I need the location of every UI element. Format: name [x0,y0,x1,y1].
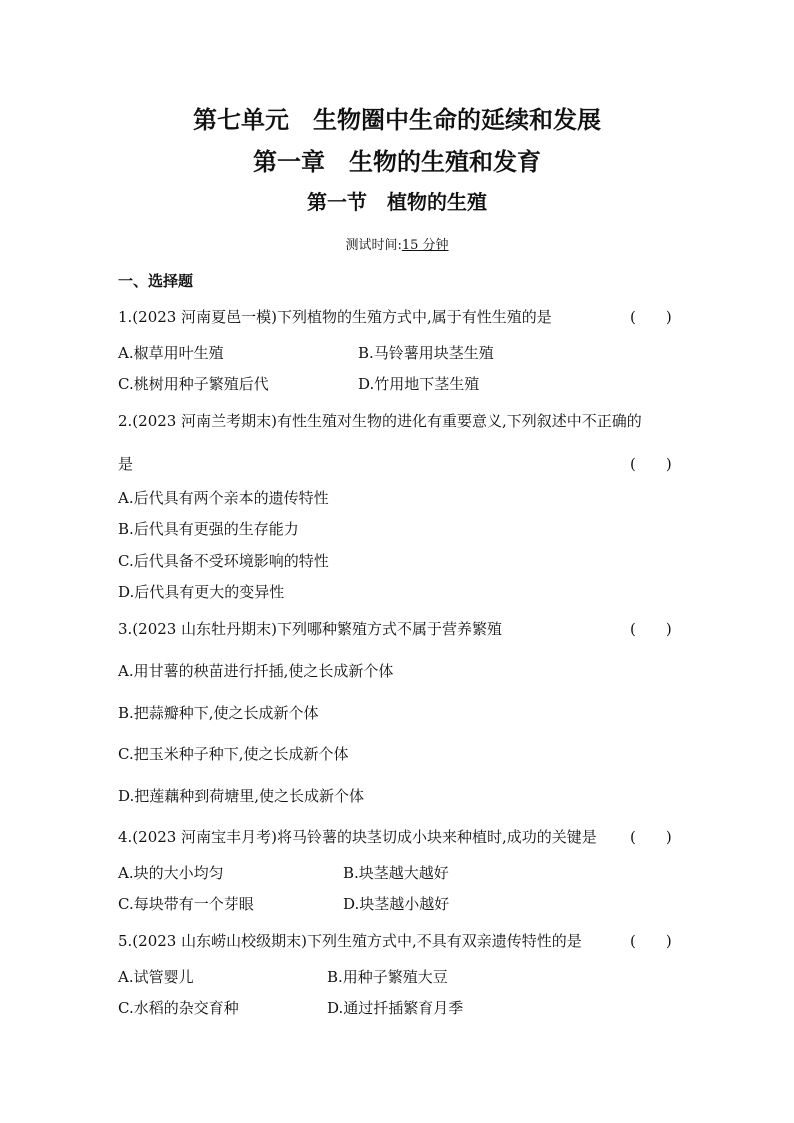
question-2-answer-paren: ( ) [630,455,672,473]
question-4-option-d: D.块茎越小越好 [343,895,450,913]
question-2-option-a: A.后代具有两个亲本的遗传特性 [118,489,329,507]
test-time [0,234,794,253]
section-title: 第一节 植物的生殖 [307,190,487,214]
question-3-answer-paren: ( ) [630,620,672,638]
section-heading: 一、选择题 [118,272,194,290]
question-2-option-d: D.后代具有更大的变异性 [118,583,285,601]
question-3-option-d: D.把莲藕种到荷塘里,使之长成新个体 [118,787,365,805]
question-3-stem: 3.(2023 山东牡丹期末)下列哪种繁殖方式不属于营养繁殖 [118,620,502,638]
question-4-option-a: A.块的大小均匀 [118,864,224,882]
question-4-option-c: C.每块带有一个芽眼 [118,895,254,913]
question-2-option-c: C.后代具备不受环境影响的特性 [118,552,329,570]
question-5-option-d: D.通过扦插繁育月季 [327,999,464,1017]
question-1-stem: 1.(2023 河南夏邑一模)下列植物的生殖方式中,属于有性生殖的是 [118,308,552,326]
question-2-stem-cont: 是 [118,455,134,473]
question-1-option-b: B.马铃薯用块茎生殖 [358,344,494,362]
question-3-option-b: B.把蒜瓣种下,使之长成新个体 [118,704,319,722]
test-time-label: 测试时间: [345,238,402,253]
question-5-option-b: B.用种子繁殖大豆 [327,968,448,986]
question-3-option-a: A.用甘薯的秧苗进行扦插,使之长成新个体 [118,662,394,680]
question-2-stem: 2.(2023 河南兰考期末)有性生殖对生物的进化有重要意义,下列叙述中不正确的 [118,412,642,430]
question-5-answer-paren: ( ) [630,932,672,950]
unit-title: 第七单元 生物圈中生命的延续和发展 [193,105,601,134]
test-time-value: 15 分钟 [401,238,449,253]
question-1-option-d: D.竹用地下茎生殖 [358,375,480,393]
question-2-option-b: B.后代具有更强的生存能力 [118,520,299,538]
question-1-option-a: A.椒草用叶生殖 [118,344,224,362]
chapter-title: 第一章 生物的生殖和发育 [253,147,541,176]
question-3-option-c: C.把玉米种子种下,使之长成新个体 [118,745,349,763]
question-5-option-a: A.试管婴儿 [118,968,194,986]
question-1-option-c: C.桃树用种子繁殖后代 [118,375,269,393]
question-4-stem: 4.(2023 河南宝丰月考)将马铃薯的块茎切成小块来种植时,成功的关键是 [118,828,597,846]
question-4-answer-paren: ( ) [630,828,672,846]
question-5-option-c: C.水稻的杂交育种 [118,999,239,1017]
question-5-stem: 5.(2023 山东崂山校级期末)下列生殖方式中,不具有双亲遗传特性的是 [118,932,582,950]
question-4-option-b: B.块茎越大越好 [343,864,449,882]
question-1-answer-paren: ( ) [630,308,672,326]
